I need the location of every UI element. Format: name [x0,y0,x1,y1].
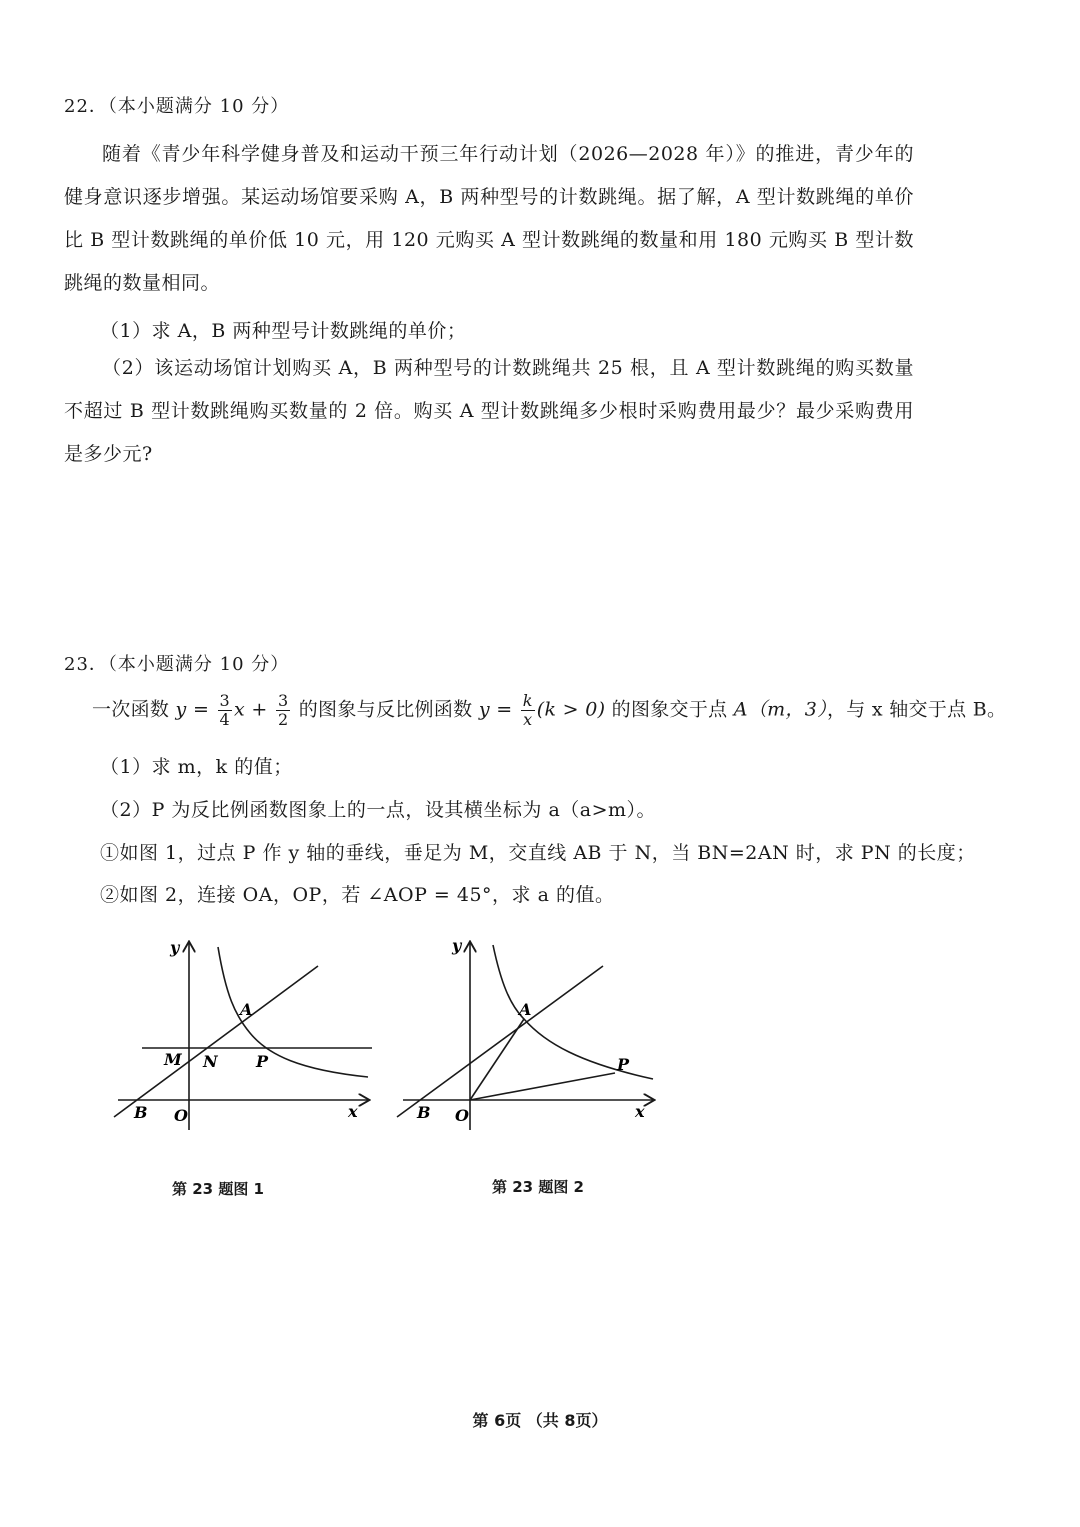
fig1-caption: 第 23 题图 1 [172,1180,264,1198]
eq1-fraction-1 [218,692,232,729]
q22-part2: （2）该运动场馆计划购买 A，B 两种型号的计数跳绳共 25 根，且 A 型计数跳绳的购买数量不超过 B 型计数跳绳购买数量的 2 倍。购买 A 型计数跳绳多少根时采购费用最少？最少采购费用是多少元? [64,357,914,465]
figure-1 [100,925,390,1140]
eq1-f1-denominator: 4 [219,710,230,729]
fig2-segment-op [470,1073,615,1100]
point-a-coords: A（m，3） [733,698,827,721]
q23-part2-sub2: ②如图 2，连接 OA，OP，若 ∠AOP = 45°，求 a 的值。 [100,884,615,906]
fig1-label-x: x [348,1102,358,1121]
q22-part1: （1）求 A，B 两种型号计数跳绳的单价； [100,320,467,342]
fig1-label-a: A [240,1000,253,1019]
fig2-label-b: B [417,1103,431,1122]
figure-2 [385,925,675,1140]
q23-header: 23．（本小题满分 10 分） [64,654,290,675]
eq1-f1-numerator: 3 [219,691,230,710]
eq2-fraction [521,692,535,729]
q22-header: 22．（本小题满分 10 分） [64,96,290,117]
q23-part1: （1）求 m，k 的值； [100,756,293,778]
fig1-label-m: M [164,1050,182,1069]
eq1-fraction-2 [276,692,290,729]
fig2-label-y: y [452,936,462,955]
q23-intro-text-c: 的图象交于点 [605,698,734,721]
eq1-plus: + [251,698,268,721]
q23-intro-text-b: 的图象与反比例函数 [292,698,479,721]
q23-part2-sub1: ①如图 1，过点 P 作 y 轴的垂线，垂足为 M，交直线 AB 于 N，当 BN=2AN 时，求 PN 的长度； [100,842,976,864]
eq1-f2-numerator: 3 [277,691,289,710]
fig2-label-p: P [617,1055,630,1074]
fig2-label-x: x [635,1102,645,1121]
eq2-numerator: k [522,691,533,710]
fig1-label-b: B [134,1103,148,1122]
eq2-condition: (k > 0) [536,698,606,721]
fig1-label-n: N [203,1052,218,1071]
fig2-caption: 第 23 题图 2 [492,1178,584,1196]
q23-part2: （2）P 为反比例函数图象上的一点，设其横坐标为 a（a>m）。 [100,799,657,821]
q23-intro [92,692,1006,729]
eq1-x: x [234,698,246,721]
eq2-denominator: x [523,710,533,729]
eq1-f2-denominator: 2 [277,710,289,729]
eq1-lhs: y [175,698,187,721]
fig2-label-o: O [455,1106,469,1125]
fig1-label-o: O [174,1106,188,1125]
eq2-lhs: y [478,698,490,721]
eq1-equals: = [192,698,210,721]
page-footer: 第 6页 （共 8页） [472,1411,608,1430]
fig2-label-a: A [519,1000,532,1019]
q23-intro-text-d: ，与 x 轴交于点 B。 [826,698,1007,721]
q22-intro: 随着《青少年科学健身普及和运动干预三年行动计划（2026—2028 年）》的推进，青少年的健身意识逐步增强。某运动场馆要采购 A，B 两种型号的计数跳绳。据了解，A 型计数跳绳的单价比 B 型计数跳绳的单价低 10 元，用 120 元购买 A 型计数跳绳的数量和用 180 元购买 B 型计数跳绳的数量相同。 [64,143,914,294]
fig1-line-ab [114,966,318,1117]
q23-intro-text-a: 一次函数 [92,698,176,721]
fig1-label-y: y [170,938,180,957]
fig1-label-p: P [256,1052,269,1071]
fig2-segment-oa [470,1019,524,1100]
eq2-equals: = [496,698,513,721]
